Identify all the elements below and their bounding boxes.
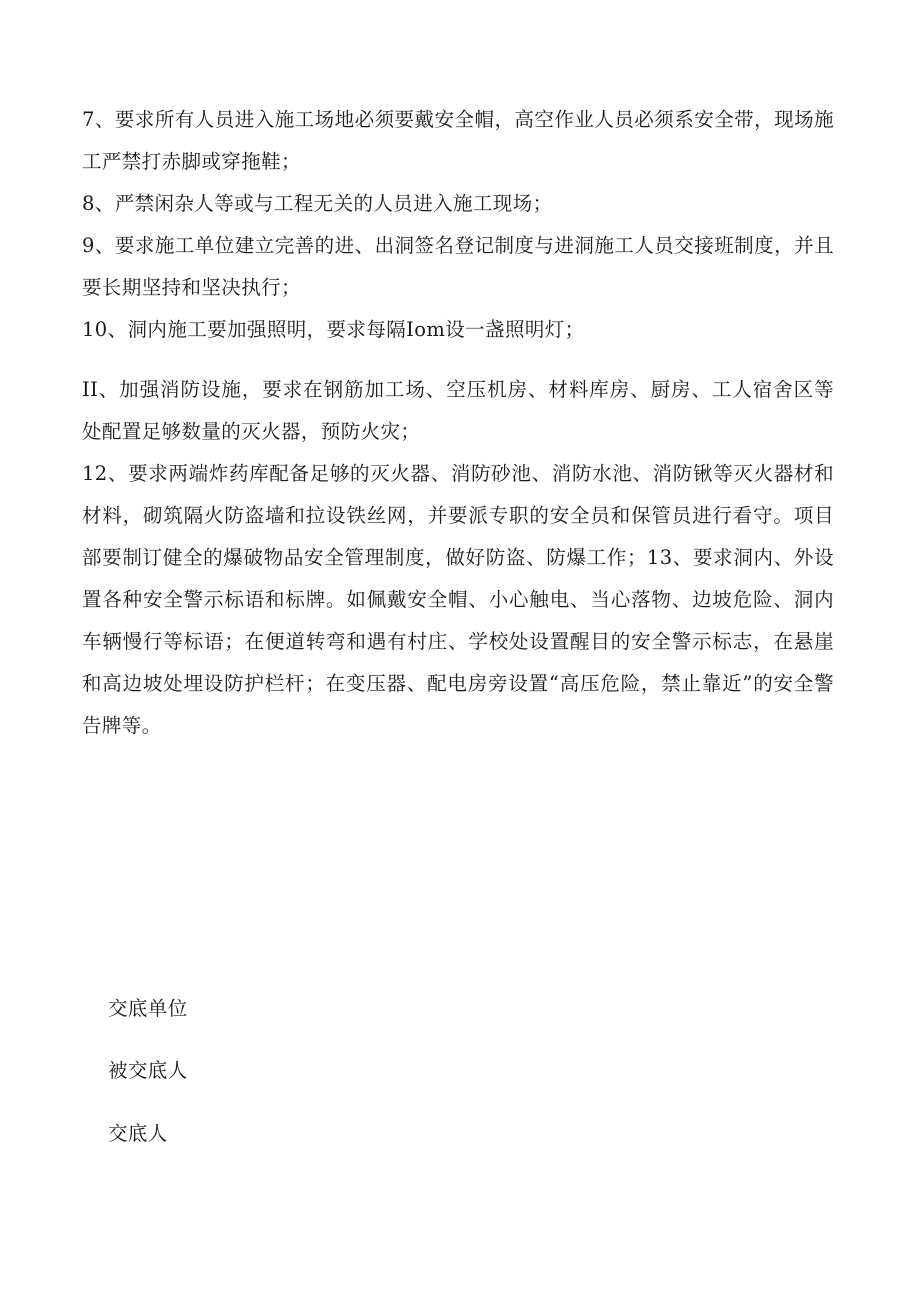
paragraph-item-7: 7、要求所有人员进入施工场地必须要戴安全帽，高空作业人员必须系安全带，现场施工严禁打赤脚或穿拖鞋；	[82, 108, 834, 173]
paragraph-item-10: 10、洞内施工要加强照明，要求每隔Iom设一盏照明灯；	[82, 318, 585, 341]
document-body	[82, 99, 834, 747]
signoff-receiver-label: 被交底人	[108, 1059, 188, 1082]
signoff-unit-label: 交底单位	[108, 997, 188, 1020]
paragraph-item-8: 8、严禁闲杂人等或与工程无关的人员进入施工现场；	[82, 192, 553, 215]
paragraph-item-12-13: 12、要求两端炸药库配备足够的灭火器、消防砂池、消防水池、消防锹等灭火器材和材料，砌筑隔火防盗墙和拉设铁丝网，并要派专职的安全员和保管员进行看守。项目部要制订健全的爆破物品安全管理制度，做好防盗、防爆工作；13、要求洞内、外设置各种安全警示标语和标牌。如佩戴安全帽、小心触电、当心落物、边坡危险、洞内车辆慢行等标语；在便道转弯和遇有村庄、学校处设置醒目的安全警示标志，在悬崖和高边坡处埋设防护栏杆；在变压器、配电房旁设置“高压危险，禁止靠近”的安全警告牌等。	[82, 462, 834, 737]
paragraph-item-11: II、加强消防设施，要求在钢筋加工场、空压机房、材料库房、厨房、工人宿舍区等处配置足够数量的灭火器，预防火灾；	[82, 378, 834, 443]
signoff-giver-label: 交底人	[108, 1122, 168, 1145]
paragraph-item-9: 9、要求施工单位建立完善的进、出洞签名登记制度与进洞施工人员交接班制度，并且要长期坚持和坚决执行；	[82, 234, 834, 299]
